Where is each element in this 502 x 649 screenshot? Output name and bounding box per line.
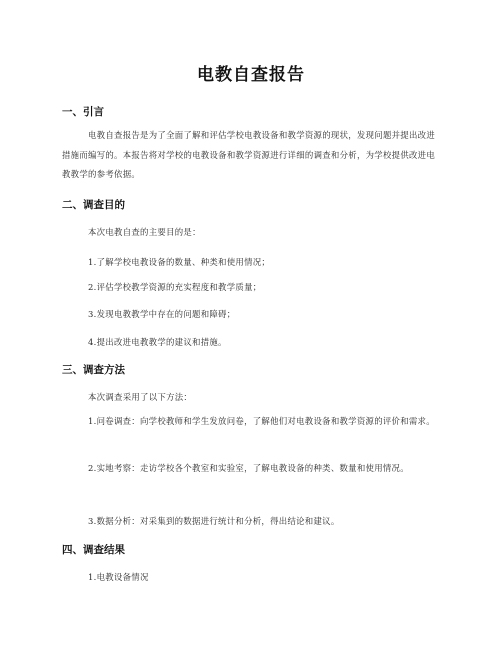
list-item-method-1: 1.问卷调查：向学校教师和学生发放问卷，了解他们对电教设备和教学资源的评价和需求。: [88, 416, 435, 426]
paragraph-intro: 电教自查报告是为了全面了解和评估学校电教设备和教学资源的现状，发现问题并提出改进措施而编写的。本报告将对学校的电教设备和教学资源进行详细的调查和分析，为学校提供改进电教教学的参考依据。: [62, 130, 436, 179]
list-item-results-1: 1.电教设备情况: [88, 572, 149, 582]
list-item-purpose-3: 3.发现电教教学中存在的问题和障碍；: [88, 309, 236, 319]
section-heading-purpose: 二、调查目的: [62, 199, 125, 211]
document-title: 电教自查报告: [197, 65, 305, 85]
list-item-method-3: 3.数据分析：对采集到的数据进行统计和分析，得出结论和建议。: [88, 516, 340, 526]
paragraph-method-intro: 本次调查采用了以下方法：: [88, 392, 193, 402]
list-item-purpose-2: 2.评估学校教学资源的充实程度和教学质量；: [88, 282, 262, 292]
paragraph-purpose-intro: 本次电教自查的主要目的是：: [88, 227, 201, 237]
list-item-purpose-4: 4.提出改进电教教学的建议和措施。: [88, 337, 227, 347]
section-heading-intro: 一、引言: [62, 106, 104, 118]
list-item-purpose-1: 1.了解学校电教设备的数量、种类和使用情况；: [88, 257, 271, 267]
list-item-method-2: 2.实地考察：走访学校各个教室和实验室，了解电教设备的种类、数量和使用情况。: [88, 463, 409, 473]
section-heading-method: 三、调查方法: [62, 364, 125, 376]
section-heading-results: 四、调查结果: [62, 544, 125, 556]
